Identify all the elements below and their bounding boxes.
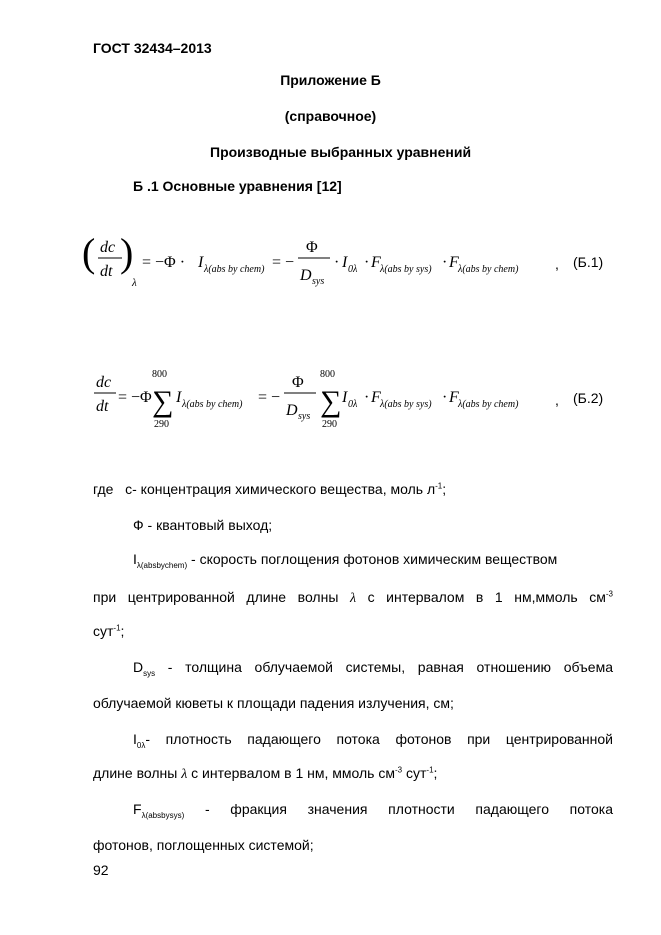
dot-2: ·: [364, 389, 370, 406]
I0-subscript: 0λ: [348, 399, 358, 410]
D-subscript-text: sys: [143, 668, 156, 678]
F2-subscript: λ(abs by chem): [458, 399, 519, 410]
paren-left: (: [82, 230, 96, 275]
I0-symbol: I: [342, 254, 348, 271]
dot-3: ·: [442, 389, 448, 406]
section-title: Б .1 Основные уравнения [12]: [133, 178, 342, 194]
dot-2: ·: [364, 254, 370, 271]
dt-denominator: dt: [96, 398, 109, 415]
D-symbol: D: [300, 267, 312, 284]
page-number: 92: [93, 862, 109, 878]
F2-symbol: F: [449, 389, 459, 406]
lambda-symbol: λ: [349, 591, 357, 606]
I-unit-superscript-2: -1: [113, 623, 121, 633]
dc-numerator: dc: [96, 374, 112, 391]
D-symbol: D: [286, 402, 298, 419]
F2-subscript: λ(abs by chem): [458, 264, 519, 275]
dc-numerator: dc: [100, 239, 116, 256]
sum1-lower: 290: [154, 419, 169, 430]
sum2-lower: 290: [322, 419, 337, 430]
eq-minus-phi: = −Φ ·: [142, 254, 186, 271]
phi-numerator: Φ: [306, 239, 318, 256]
I0-definition-tail: ;: [433, 765, 438, 781]
I0-subscript-text: 0λ: [136, 740, 146, 750]
definition-I-line3: [93, 624, 124, 638]
equation-b1-number: (Б.1): [573, 254, 604, 270]
lambda-symbol: λ: [181, 767, 188, 782]
I-unit-superscript-1: -3: [605, 589, 614, 599]
I0-unit-superscript-1: -3: [394, 765, 403, 775]
F2-symbol: F: [449, 254, 459, 271]
equation-b2-number: (Б.2): [573, 390, 604, 406]
definition-phi: Ф - квантовый выход;: [133, 517, 273, 533]
annex-heading: Производные выбранных уравнений: [210, 144, 472, 160]
I0-definition-line1: - плотность падающего потока фотонов при центрированной: [145, 731, 613, 747]
I0-unit-superscript-2: -1: [426, 765, 434, 775]
I-subscript: λ(abs by chem): [204, 264, 265, 275]
annex-title: Приложение Б: [280, 72, 381, 88]
dot-1: ·: [334, 254, 340, 271]
sum1-icon: ∑: [152, 385, 174, 418]
sum2-icon: ∑: [320, 385, 342, 418]
equation-b2-comma: ,: [555, 392, 559, 408]
F-definition-line1: - фракция значения плотности падающего потока: [184, 801, 613, 817]
I-definition-line1: - скорость поглощения фотонов химическим веществом: [187, 551, 558, 567]
I-symbol: I: [176, 389, 182, 406]
definition-I-line2: [93, 590, 613, 606]
definition-D-line1: [133, 659, 613, 678]
F-subscript-text: λ(absbysys): [141, 810, 185, 820]
I-definition-line2a: при центрированной длине волны: [93, 589, 350, 605]
definition-F-line1: [133, 801, 613, 820]
equation-b1: [80, 230, 560, 290]
definition-F-line2: фотонов, поглощенных системой;: [93, 837, 314, 853]
definition-D-line2: облучаемой кюветы к площади падения излучения, см;: [93, 695, 454, 711]
lambda-sub: λ: [132, 277, 137, 289]
I0-definition-line2b: с интервалом в 1 нм, ммоль см: [187, 765, 395, 781]
F1-symbol: F: [371, 389, 381, 406]
I-symbol: I: [198, 254, 204, 271]
equation-b2: [80, 365, 560, 435]
c-definition-tail: ;: [442, 481, 447, 497]
I-symbol-text: I: [133, 551, 137, 567]
c-unit-superscript: -1: [435, 481, 443, 491]
D-definition-line1: - толщина облучаемой системы, равная отношению объема: [155, 659, 613, 675]
I0-symbol: I: [342, 389, 348, 406]
definition-I0-line1: [133, 731, 613, 750]
eq-minus: = −: [258, 389, 281, 406]
I-definition-line3: сут: [93, 623, 114, 639]
dot-3: ·: [442, 254, 448, 271]
sum1-upper: 800: [152, 369, 167, 380]
I0-definition-line2a: длине волны: [93, 765, 182, 781]
c-definition-text: с- концентрация химического вещества, моль л: [125, 481, 436, 497]
I0-subscript: 0λ: [348, 264, 358, 275]
standard-code: ГОСТ 32434–2013: [93, 40, 212, 56]
F1-subscript: λ(abs by sys): [380, 264, 432, 275]
F1-symbol: F: [371, 254, 381, 271]
D-symbol-text: D: [133, 659, 144, 675]
I-definition-line3-tail: ;: [120, 623, 125, 639]
I-definition-line2b: с интервалом в 1 нм,ммоль см: [356, 589, 606, 605]
D-subscript: sys: [298, 411, 311, 422]
annex-subtitle: (справочное): [284, 108, 377, 124]
I0-definition-line2c: сут: [402, 765, 427, 781]
equation-b1-comma: ,: [555, 256, 559, 272]
D-subscript: sys: [312, 276, 325, 287]
I-subscript: λ(abs by chem): [182, 399, 243, 410]
dt-denominator: dt: [100, 263, 113, 280]
definition-I0-line2: [93, 766, 437, 782]
definition-c: [93, 482, 446, 496]
definition-I-line1: [133, 551, 558, 570]
paren-right: ): [120, 230, 134, 275]
F1-subscript: λ(abs by sys): [380, 399, 432, 410]
eq-minus-phi: = −Φ ·: [118, 389, 162, 406]
eq-minus: = −: [272, 254, 295, 271]
where-label: где: [93, 481, 114, 497]
sum2-upper: 800: [320, 369, 335, 380]
F-symbol-text: F: [133, 801, 142, 817]
phi-numerator: Φ: [292, 374, 304, 391]
I-subscript-text: λ(absbychem): [136, 560, 188, 570]
I0-symbol-text: I: [133, 731, 137, 747]
